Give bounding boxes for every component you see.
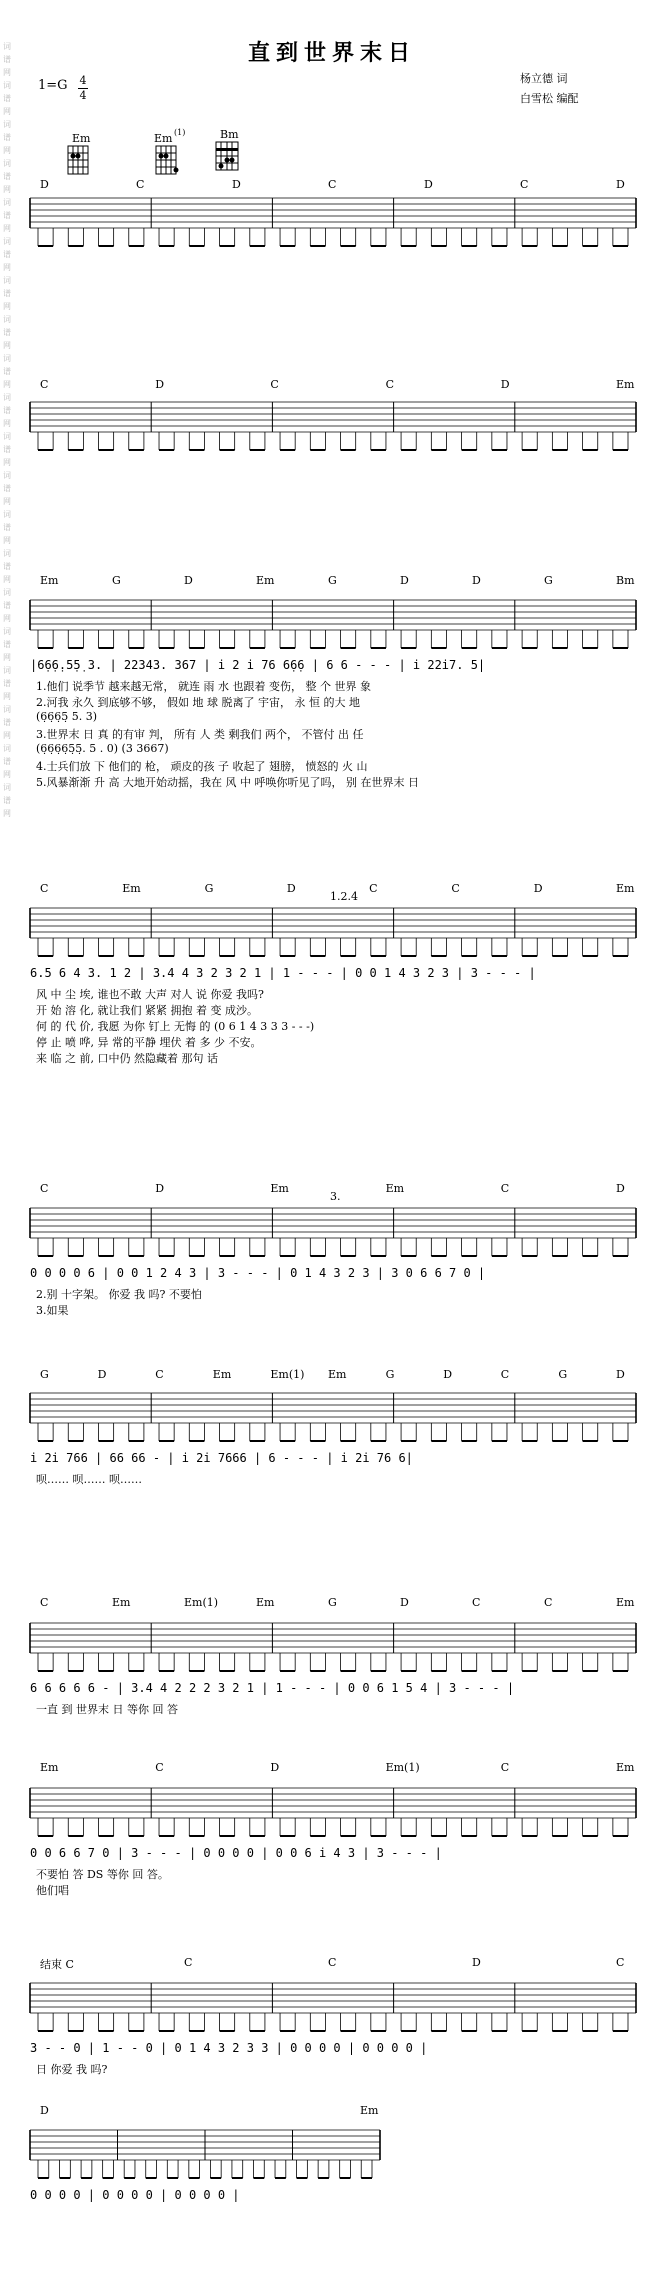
key-signature: 1=G xyxy=(38,78,68,93)
chord-label: Em xyxy=(270,1182,289,1195)
lyric-line: 停 止 喷 哗, 异 常的平静 埋伏 着 多 少 不安。 xyxy=(36,1036,262,1049)
time-top: 4 xyxy=(79,74,87,87)
watermark-char: 谱 xyxy=(3,601,11,610)
chord-label: D xyxy=(232,178,241,191)
arranger: 白雪松 编配 xyxy=(520,92,579,105)
watermark-char: 网 xyxy=(3,302,11,311)
watermark-char: 谱 xyxy=(3,640,11,649)
lyric-line: (6̣6̣6̣6̣5̣5̣. 5 . 0) (3 3667) xyxy=(36,742,169,755)
chord-label: C xyxy=(451,882,460,895)
watermark-char: 词 xyxy=(3,510,11,519)
chord-label: D xyxy=(616,1368,625,1381)
watermark-char: 谱 xyxy=(3,133,11,142)
chord-label: G xyxy=(112,574,121,587)
lyric-line: (6̣6̣6̣5̣ 5. 3) xyxy=(36,710,98,723)
chord-label: D xyxy=(616,178,625,191)
chord-label: C xyxy=(40,378,49,391)
lyric-line: 4.士兵们放 下 他们的 枪， 顽皮的孩 子 收起了 翅膀， 愤怒的 火 山 xyxy=(36,760,368,773)
chord-label: D xyxy=(472,1956,481,1969)
chord-label: Em xyxy=(616,1761,635,1774)
watermark-char: 词 xyxy=(3,276,11,285)
chord-label: G xyxy=(558,1368,568,1381)
watermark-char: 词 xyxy=(3,159,11,168)
chord-label: Em xyxy=(40,574,59,587)
watermark-char: 谱 xyxy=(3,211,11,220)
chord-label: C xyxy=(544,1596,553,1609)
chord-label: C xyxy=(40,1182,49,1195)
chord-label: D xyxy=(40,2104,49,2117)
chord-label: Em xyxy=(616,378,635,391)
watermark-char: 词 xyxy=(3,705,11,714)
watermark-char: 网 xyxy=(3,185,11,194)
watermark-char: 词 xyxy=(3,315,11,324)
lyric-line: 开 始 溶 化, 就让我们 紧紧 拥抱 着 变 成沙。 xyxy=(36,1004,258,1017)
chord-label: C xyxy=(155,1368,164,1381)
chord-label: 结束 C xyxy=(40,1958,74,1971)
watermark-char: 谱 xyxy=(3,172,11,181)
watermark-char: 网 xyxy=(3,146,11,155)
chord-label: C xyxy=(472,1596,481,1609)
lyric-line: 呗…… 呗…… 呗…… xyxy=(36,1473,142,1486)
chord-label: C xyxy=(500,1368,510,1381)
song-title: 直到世界末日 xyxy=(247,40,416,66)
chord-label: G xyxy=(328,1596,337,1609)
lyric-line: 1.他们 说季节 越来越无常， 就连 雨 水 也跟着 变伤， 整 个 世界 象 xyxy=(36,680,371,693)
chord-label: D xyxy=(184,574,193,587)
chord-label: Em xyxy=(385,1182,405,1195)
chord-label: D xyxy=(400,574,409,587)
watermark-char: 谱 xyxy=(3,289,11,298)
watermark-char: 谱 xyxy=(3,523,11,532)
ending-mark: 3. xyxy=(330,1190,341,1203)
time-bottom: 4 xyxy=(79,89,87,102)
watermark-char: 词 xyxy=(3,471,11,480)
watermark-char: 网 xyxy=(3,731,11,740)
lyric-line: 不要怕 答 DS 等你 回 答。 xyxy=(36,1868,169,1881)
watermark-char: 网 xyxy=(3,341,11,350)
chord-label: D xyxy=(270,1761,280,1774)
lyric-line: 5.风暴渐渐 升 高 大地开始动摇，我在 风 中 呼唤你听见了吗， 别 在世界末 日 xyxy=(36,776,419,789)
chord-label: Em(1) xyxy=(270,1368,305,1381)
numbered-notation: 0 0 0 0 6 | 0 0 1 2 4 3 | 3 - - - | 0 1 4 3 2 3 | 3 0 6 6 7 0 | xyxy=(30,1266,486,1280)
watermark-char: 网 xyxy=(3,497,11,506)
chord-label: C xyxy=(369,882,378,895)
chord-label: C xyxy=(385,378,395,391)
chord-label: Em(1) xyxy=(385,1761,420,1774)
watermark-char: 网 xyxy=(3,458,11,467)
watermark-char: 网 xyxy=(3,419,11,428)
watermark-char: 网 xyxy=(3,263,11,272)
numbered-notation: 0 0 6 6 7 0 | 3 - - - | 0 0 0 0 | 0 0 6 i 4 3 | 3 - - - | xyxy=(30,1846,442,1860)
chord-label: C xyxy=(500,1761,510,1774)
watermark-char: 网 xyxy=(3,380,11,389)
chord-label: D xyxy=(424,178,433,191)
numbered-notation: 6.5 6 4 3. 1 2 | 3.4 4 3 2 3 2 1 | 1 - - - | 0 0 1 4 3 2 3 | 3 - - - | xyxy=(30,966,536,980)
watermark-char: 网 xyxy=(3,614,11,623)
lyric-line: 2.河我 永久 到底够不够， 假如 地 球 脱离了 宇宙， 永 恒 的大 地 xyxy=(36,696,360,709)
watermark-char: 词 xyxy=(3,120,11,129)
chord-label: Em xyxy=(328,1368,347,1381)
watermark-char: 谱 xyxy=(3,484,11,493)
lyric-line: 3.如果 xyxy=(36,1304,69,1317)
watermark-char: 谱 xyxy=(3,367,11,376)
chord-label: Em xyxy=(40,1761,59,1774)
lyric-line: 日 你爱 我 吗? xyxy=(36,2063,108,2076)
watermark-char: 网 xyxy=(3,68,11,77)
chord-label: C xyxy=(616,1956,625,1969)
watermark-char: 词 xyxy=(3,549,11,558)
chord-label: Em xyxy=(212,1368,232,1381)
numbered-notation: 3 - - 0 | 1 - - 0 | 0 1 4 3 2 3 3 | 0 0 0 0 | 0 0 0 0 | xyxy=(30,2041,428,2055)
watermark-char: 谱 xyxy=(3,406,11,415)
chord-label: C xyxy=(328,1956,337,1969)
watermark-char: 谱 xyxy=(3,757,11,766)
chord-label: C xyxy=(136,178,145,191)
numbered-notation: i 2i 766 | 66 66 - | i 2i 7666 | 6 - - - | i 2i 76 6| xyxy=(30,1451,413,1465)
watermark-char: 词 xyxy=(3,744,11,753)
chord-label: Em xyxy=(256,574,275,587)
chord-label: D xyxy=(616,1182,625,1195)
watermark-char: 网 xyxy=(3,770,11,779)
chord-label: Em(1) xyxy=(184,1596,219,1609)
chord-label: G xyxy=(328,574,337,587)
chord-label: C xyxy=(155,1761,164,1774)
watermark-char: 谱 xyxy=(3,55,11,64)
chord-label: C xyxy=(500,1182,510,1195)
watermark-char: 网 xyxy=(3,809,11,818)
watermark-char: 谱 xyxy=(3,94,11,103)
watermark-char: 谱 xyxy=(3,718,11,727)
watermark-char: 网 xyxy=(3,536,11,545)
watermark-char: 网 xyxy=(3,575,11,584)
watermark-char: 词 xyxy=(3,783,11,792)
chord-label: Em xyxy=(112,1596,131,1609)
lyricist: 杨立德 词 xyxy=(520,72,568,85)
chord-label: Em xyxy=(616,882,635,895)
chord-label: D xyxy=(286,882,296,895)
numbered-notation: 0 0 0 0 | 0 0 0 0 | 0 0 0 0 | xyxy=(30,2188,240,2202)
chord-label: D xyxy=(500,378,510,391)
watermark-char: 词 xyxy=(3,666,11,675)
chord-label: Em xyxy=(122,882,141,895)
lyric-line: 他们唱 xyxy=(36,1884,69,1897)
lyric-line: 来 临 之 前, 口中仍 然隐藏着 那句 话 xyxy=(36,1052,218,1065)
watermark-char: 谱 xyxy=(3,328,11,337)
lyric-line: 3.世界末 日 真 的有审 判， 所有 人 类 剩我们 两个， 不管付 出 任 xyxy=(36,728,364,741)
watermark-char: 网 xyxy=(3,692,11,701)
watermark-char: 词 xyxy=(3,237,11,246)
lyric-line: 风 中 尘 埃, 谁也不敢 大声 对人 说 你爱 我吗? xyxy=(36,988,264,1001)
watermark-char: 网 xyxy=(3,107,11,116)
watermark-char: 谱 xyxy=(3,562,11,571)
ending-mark: 1.2.4 xyxy=(330,890,358,903)
chord-label: Bm xyxy=(616,574,635,587)
watermark-char: 词 xyxy=(3,81,11,90)
numbered-notation: 6 6 6 6 6 - | 3.4 4 2 2 2 3 2 1 | 1 - - - | 0 0 6 1 5 4 | 3 - - - | xyxy=(30,1681,515,1695)
watermark-char: 谱 xyxy=(3,250,11,259)
watermark-char: 词 xyxy=(3,42,11,51)
chord-label: Em xyxy=(616,1596,635,1609)
chord-label: C xyxy=(184,1956,193,1969)
watermark-char: 词 xyxy=(3,627,11,636)
watermark-char: 词 xyxy=(3,393,11,402)
chord-label: Em xyxy=(360,2104,379,2117)
lyric-line: 2.别 十字架。 你爱 我 吗? 不要怕 xyxy=(36,1288,202,1301)
chord-label: D xyxy=(155,378,165,391)
chord-label: G xyxy=(40,1368,49,1381)
chord-label: D xyxy=(97,1368,107,1381)
watermark-char: 词 xyxy=(3,432,11,441)
chord-label: C xyxy=(520,178,529,191)
chord-label: C xyxy=(270,378,279,391)
watermark-char: 词 xyxy=(3,588,11,597)
watermark-char: 网 xyxy=(3,653,11,662)
lyric-line: 何 的 代 价, 我愿 为你 钉上 无悔 的 (0 6 1 4 3 3 3 - - -) xyxy=(36,1020,315,1033)
chord-label: D xyxy=(533,882,543,895)
watermark-char: 词 xyxy=(3,354,11,363)
chord-label: C xyxy=(328,178,337,191)
watermark-char: 谱 xyxy=(3,796,11,805)
watermark-char: 词 xyxy=(3,198,11,207)
chord-label: D xyxy=(40,178,49,191)
chord-label: G xyxy=(385,1368,395,1381)
chord-label: G xyxy=(204,882,214,895)
lyric-line: 一直 到 世界末 日 等你 回 答 xyxy=(36,1703,178,1716)
watermark-char: 谱 xyxy=(3,445,11,454)
chord-label: D xyxy=(155,1182,165,1195)
chord-label: D xyxy=(400,1596,409,1609)
chord-label: D xyxy=(443,1368,453,1381)
numbered-notation: |6̣6̣6̣.5̣5̣ 3. | 22343. 367 | i 2 i 76 6̣6̣6 | 6 6 - - - | i 22i7. 5| xyxy=(30,658,486,672)
watermark-char: 网 xyxy=(3,224,11,233)
chord-label: Em xyxy=(256,1596,275,1609)
watermark-char: 谱 xyxy=(3,679,11,688)
chord-label: C xyxy=(40,882,49,895)
chord-label: D xyxy=(472,574,481,587)
chord-label: C xyxy=(40,1596,49,1609)
chord-label: G xyxy=(544,574,553,587)
